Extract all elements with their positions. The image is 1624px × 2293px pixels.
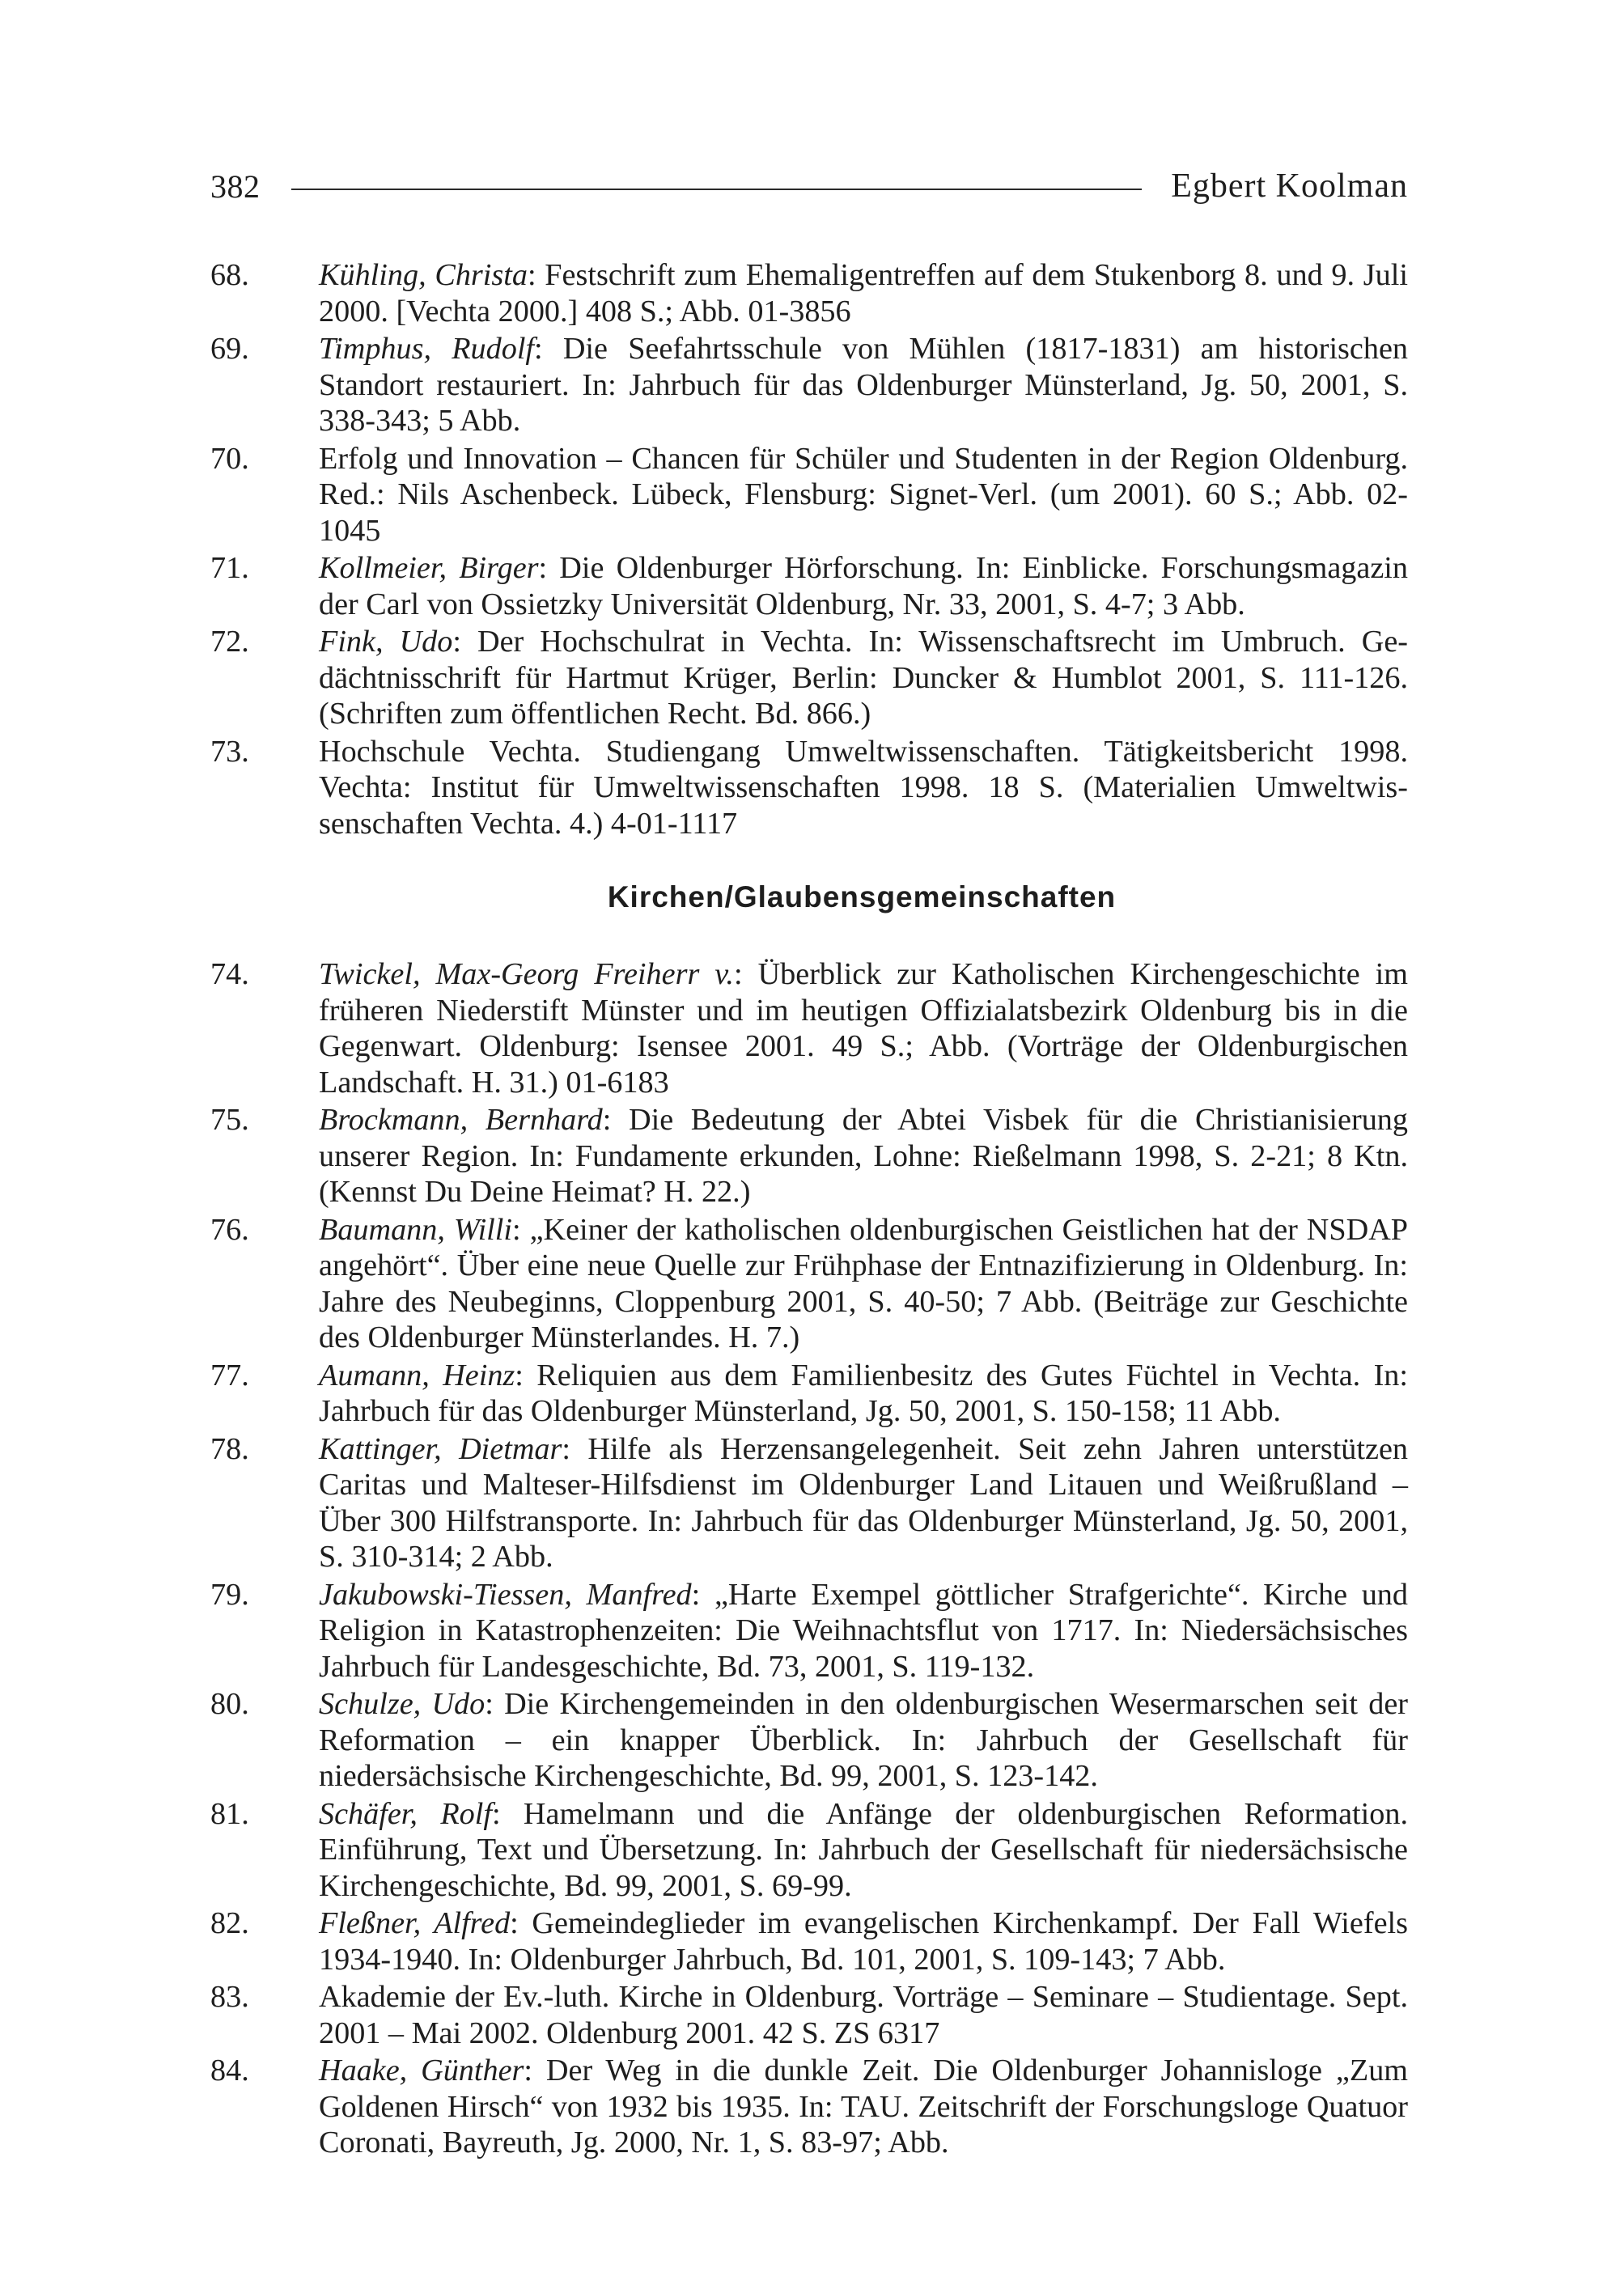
entry-number: 68. xyxy=(210,258,249,292)
entry-body: : Die Kirchengemeinden in den oldenburgischen Wesermarschen seit der Reformation – ein knapper Überblick. In: Jahrbuch der Gesellschaft für niedersächsische Kirchengeschichte, Bd. 99, 2001, S. 123-142. xyxy=(319,1687,1409,1793)
entry-text xyxy=(319,624,1408,732)
entry-body: : Überblick zur Katholischen Kirchengeschichte im früheren Niederstift Münster und im heutigen Offizialatsbezirk Oldenburg bis in die Gegenwart. Oldenburg: Isensee 2001. 49 S.; Abb. (Vorträge der Oldenburgischen Landschaft. H. 31.) 01-6183 xyxy=(319,957,1408,1100)
entry-text xyxy=(319,2053,1408,2161)
entry-number: 80. xyxy=(210,1687,249,1721)
bibliography-entry xyxy=(210,956,1408,1100)
entry-author: Jakubowski-Tiessen, Manfred xyxy=(319,1577,692,1612)
entry-number: 72. xyxy=(210,625,249,659)
entry-number: 77. xyxy=(210,1358,249,1392)
entry-body: : Die Oldenburger Hörforschung. In: Einblicke. Forschungsmagazin der Carl von Ossietzky Universität Oldenburg, Nr. 33, 2001, S. 4-7; 3 Abb. xyxy=(319,551,1408,621)
bibliography-entry xyxy=(210,1796,1408,1905)
entry-text xyxy=(319,1905,1408,1977)
entry-body: : Gemeindeglieder im evangelischen Kirchenkampf. Der Fall Wiefels 1934-1940. In: Oldenburger Jahrbuch, Bd. 101, 2001, S. 109-143; 7 Abb. xyxy=(319,1906,1408,1977)
entry-text xyxy=(319,257,1408,329)
entry-author: Schäfer, Rolf xyxy=(319,1796,492,1831)
entry-body: : Der Hochschulrat in Vechta. In: Wissenschaftsrecht im Umbruch. Gedächtnisschrift für Hartmut Krüger, Berlin: Duncker & Humblot 2001, S. 111-126. (Schriften zum öffentlichen Recht. Bd. 866.) xyxy=(319,625,1408,731)
entry-author: Schulze, Udo xyxy=(319,1687,486,1721)
entry-number: 73. xyxy=(210,734,249,769)
page-number: 382 xyxy=(210,167,261,205)
entry-number: 84. xyxy=(210,2054,249,2087)
entry-author: Brockmann, Bernhard xyxy=(319,1103,603,1137)
entry-body: : Die Seefahrtsschule von Mühlen (1817-1831) am historischen Standort restauriert. In: Jahrbuch für das Oldenburger Münsterland, Jg. 50, 2001, S. 338-343; 5 Abb. xyxy=(319,332,1409,438)
entry-body: : Hilfe als Herzensangelegenheit. Seit zehn Jahren unterstützen Caritas und Malteser-Hilfsdienst im Oldenburger Land Litauen und Weißrußland – Über 300 Hilfstransporte. In: Jahrbuch für das Oldenburger Münsterland, Jg. 50, 2001, S. 310-314; 2 Abb. xyxy=(319,1431,1408,1574)
running-head: Egbert Koolman xyxy=(1171,167,1408,205)
bibliography-entry xyxy=(210,331,1408,439)
entry-author: Kollmeier, Birger xyxy=(319,551,539,585)
entry-author: Aumann, Heinz xyxy=(319,1358,515,1392)
bibliography-entry xyxy=(210,1212,1408,1356)
entry-body: Erfolg und Innovation – Chancen für Schüler und Studenten in der Region Oldenburg. Red.: Nils Aschenbeck. Lübeck, Flensburg: Signet-Verl. (um 2001). 60 S.; Abb. 02-1045 xyxy=(319,441,1408,548)
entry-number: 82. xyxy=(210,1906,249,1940)
bibliography-entry xyxy=(210,624,1408,732)
entry-author: Kühling, Christa xyxy=(319,258,528,292)
entry-text xyxy=(319,1979,1408,2051)
bibliography-entry xyxy=(210,1686,1408,1795)
entry-number: 83. xyxy=(210,1980,249,2014)
entry-number: 76. xyxy=(210,1212,249,1247)
entry-author: Fleßner, Alfred xyxy=(319,1906,511,1940)
entry-text xyxy=(319,1358,1408,1430)
bibliography-entry xyxy=(210,441,1408,549)
entry-number: 81. xyxy=(210,1796,249,1831)
section-heading: Kirchen/Glaubensgemeinschaften xyxy=(607,880,1117,913)
entry-text xyxy=(319,331,1408,439)
bibliography-entry xyxy=(210,1979,1408,2051)
entry-body: : Die Bedeutung der Abtei Visbek für die Christianisierung unserer Region. In: Fundamente erkunden, Lohne: Rießelmann 1998, S. 2-21; 8 Ktn. (Kennst Du Deine Heimat? H. 22.) xyxy=(319,1103,1408,1209)
header-rule xyxy=(291,189,1143,190)
entry-body: : Der Weg in die dunkle Zeit. Die Oldenburger Johannisloge „Zum Goldenen Hirsch“ von 1932 bis 1935. In: TAU. Zeitschrift der Forschungsloge Quatuor Coronati, Bayreuth, Jg. 2000, Nr. 1, S. 83-97; Abb. xyxy=(319,2054,1408,2159)
entry-author: Fink, Udo xyxy=(319,625,453,659)
bibliography-entry xyxy=(210,257,1408,329)
entry-text xyxy=(319,550,1408,622)
entry-text xyxy=(319,1431,1408,1575)
entry-text xyxy=(319,1102,1408,1210)
bibliography-entry xyxy=(210,1905,1408,1977)
bibliography-entry xyxy=(210,1358,1408,1430)
entry-text xyxy=(319,1577,1408,1685)
entry-number: 75. xyxy=(210,1103,249,1137)
entry-author: Haake, Günther xyxy=(319,2054,524,2087)
entry-number: 74. xyxy=(210,957,249,991)
entry-number: 79. xyxy=(210,1577,249,1612)
entry-text xyxy=(319,1212,1408,1356)
entry-body: : Festschrift zum Ehemaligentreffen auf dem Stukenborg 8. und 9. Juli 2000. [Vechta 2000.] 408 S.; Abb. 01-3856 xyxy=(319,258,1408,328)
entry-text xyxy=(319,956,1408,1100)
entry-number: 70. xyxy=(210,441,249,476)
entry-text xyxy=(319,441,1408,549)
bibliography-entry xyxy=(210,1431,1408,1575)
entry-author: Timphus, Rudolf xyxy=(319,332,535,366)
entry-body: : Hamelmann und die Anfänge der oldenburgischen Reformation. Einführung, Text und Übersetzung. In: Jahrbuch der Gesellschaft für niedersächsische Kirchengeschichte, Bd. 99, 2001, S. 69-99. xyxy=(319,1796,1409,1903)
bibliography-entry xyxy=(210,2053,1408,2161)
page-header xyxy=(210,163,1408,209)
entry-text xyxy=(319,1796,1408,1905)
entry-number: 78. xyxy=(210,1431,249,1466)
entry-author: Twickel, Max-Georg Freiherr v. xyxy=(319,957,734,991)
entry-body: : „Keiner der katholischen oldenburgischen Geistlichen hat der NSDAP angehört“. Über eine neue Quelle zur Frühphase der Entnazifizierung in Oldenburg. In: Jahre des Neubeginns, Cloppenburg 2001, S. 40-50; 7 Abb. (Beiträge zur Geschichte des Oldenburger Münsterlandes. H. 7.) xyxy=(319,1212,1409,1354)
entry-text xyxy=(319,1686,1408,1795)
entry-text xyxy=(319,734,1408,842)
bibliography-entry xyxy=(210,1102,1408,1210)
entry-author: Kattinger, Dietmar xyxy=(319,1431,562,1466)
bibliography-entry xyxy=(210,550,1408,622)
bibliography-list xyxy=(210,257,1408,2163)
entry-body: : „Harte Exempel göttlicher Strafgerichte“. Kirche und Religion in Katastrophenzeiten: Die Weihnachtsflut von 1717. In: Niedersächsisches Jahrbuch für Landesgeschichte, Bd. 73, 2001, S. 119-132. xyxy=(319,1577,1408,1684)
entry-author: Baumann, Willi xyxy=(319,1212,513,1247)
entry-body: Hochschule Vechta. Studiengang Umweltwissenschaften. Tätigkeitsbericht 1998. Vechta: Institut für Umweltwissenschaften 1998. 18 S. (Materialien Umweltwissenschaften Vechta. 4.) 4-01-1117 xyxy=(319,734,1408,841)
entry-number: 69. xyxy=(210,332,249,366)
entry-number: 71. xyxy=(210,551,249,585)
entry-body: Akademie der Ev.-luth. Kirche in Oldenburg. Vorträge – Seminare – Studientage. Sept. 2001 – Mai 2002. Oldenburg 2001. 42 S. ZS 6317 xyxy=(319,1980,1408,2050)
bibliography-entry xyxy=(210,1577,1408,1685)
bibliography-entry xyxy=(210,734,1408,842)
entry-body: : Reliquien aus dem Familienbesitz des Gutes Füchtel in Vechta. In: Jahrbuch für das Oldenburger Münsterland, Jg. 50, 2001, S. 150-158; 11 Abb. xyxy=(319,1358,1408,1428)
